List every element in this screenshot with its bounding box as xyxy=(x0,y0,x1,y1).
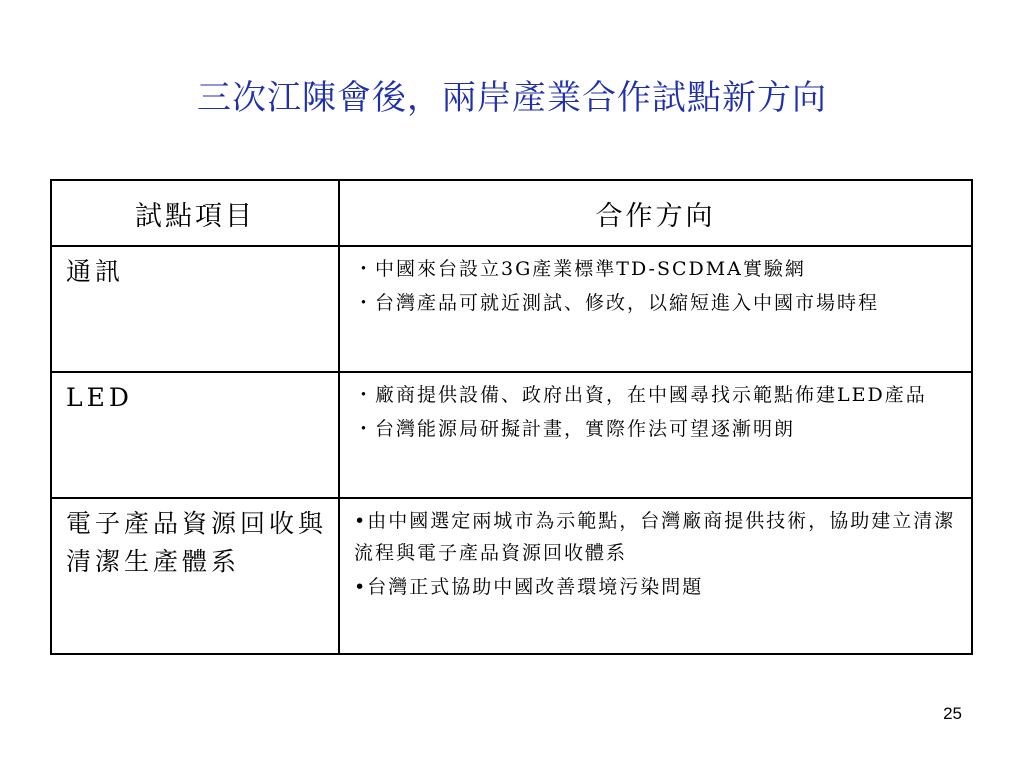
row-direction-cell xyxy=(339,372,972,498)
header-cooperation-direction: 合作方向 xyxy=(339,180,972,246)
direction-bullet: ・廠商提供設備、政府出資，在中國尋找示範點佈建LED產品 xyxy=(354,384,927,406)
direction-bullet: •由中國選定兩城市為示範點，台灣廠商提供技術，協助建立清潔流程與電子產品資源回收體系 xyxy=(354,510,956,564)
pilot-cooperation-table xyxy=(50,179,973,655)
slide-title: 三次江陳會後，兩岸產業合作試點新方向 xyxy=(197,78,827,118)
row-direction-cell xyxy=(339,498,972,654)
table-header-row xyxy=(51,180,972,246)
header-pilot-item: 試點項目 xyxy=(51,180,339,246)
table-row xyxy=(51,498,972,654)
direction-bullet: •台灣正式協助中國改善環境污染問題 xyxy=(354,576,704,598)
row-item-cell: LED xyxy=(51,372,339,498)
table-row xyxy=(51,246,972,372)
row-direction-cell xyxy=(339,246,972,372)
page-number: 25 xyxy=(943,704,962,723)
row-item-cell: 通訊 xyxy=(51,246,339,372)
row-item-cell: 電子產品資源回收與清潔生產體系 xyxy=(51,498,339,654)
direction-bullet: ・中國來台設立3G產業標準TD-SCDMA實驗網 xyxy=(354,258,806,280)
direction-bullet: ・台灣能源局研擬計畫，實際作法可望逐漸明朗 xyxy=(354,418,796,440)
table-row xyxy=(51,372,972,498)
direction-bullet: ・台灣產品可就近測試、修改，以縮短進入中國市場時程 xyxy=(354,292,880,314)
